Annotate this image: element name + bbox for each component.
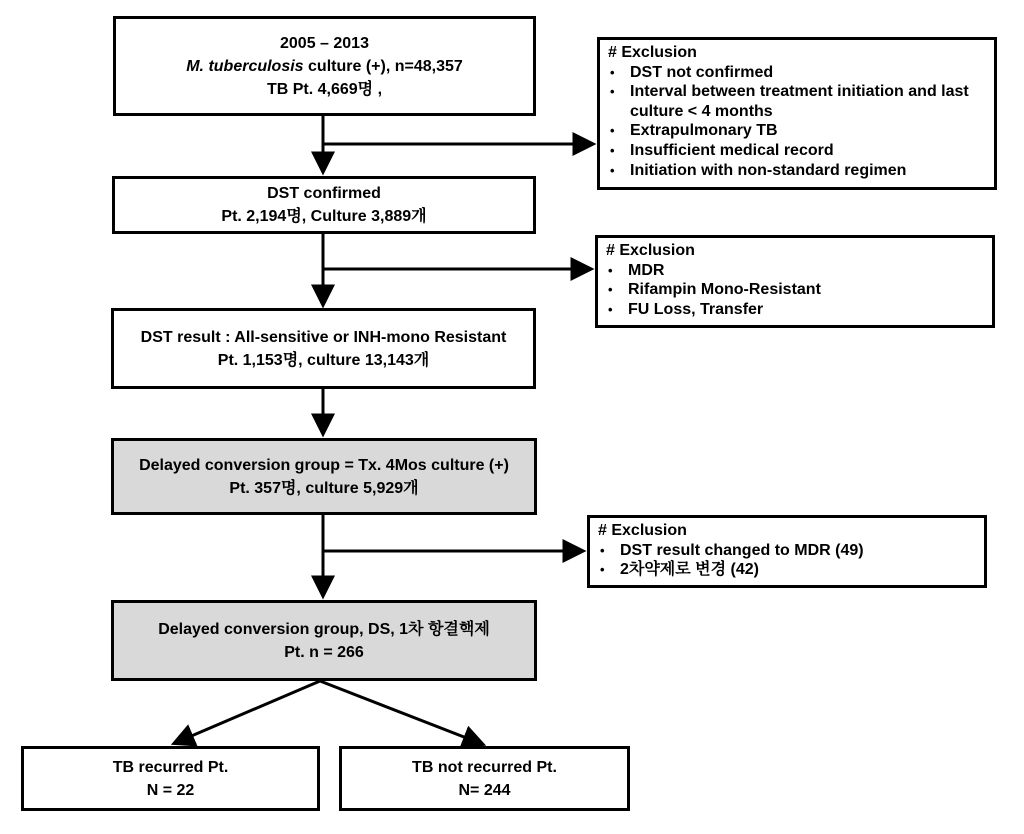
outcome-box-recurred: [21, 746, 320, 811]
exclusion-header: # Exclusion: [608, 44, 697, 61]
exclusion-box-2: [595, 235, 995, 328]
culture-count: culture (+), n=48,357: [303, 57, 463, 75]
exclusion-item: • MDR: [606, 261, 984, 281]
exclusion-box-1: [597, 37, 997, 190]
exclusion-item: • Initiation with non-standard regimen: [608, 161, 986, 181]
outcome-box-not-recurred: [339, 746, 630, 811]
exclusion-list: [606, 261, 984, 320]
exclusion-item: • DST result changed to MDR (49): [598, 541, 976, 561]
box-counts: Pt. 2,194명, Culture 3,889개: [221, 208, 427, 225]
flow-box-dst-confirmed: [112, 176, 536, 234]
box-counts: Pt. 357명, culture 5,929개: [229, 479, 419, 497]
exclusion-header: # Exclusion: [606, 242, 695, 259]
exclusion-list: [608, 63, 986, 181]
flow-box-initial-cohort: [113, 16, 536, 116]
box-title: DST confirmed: [267, 185, 381, 202]
box-title: Delayed conversion group = Tx. 4Mos culture (+): [139, 456, 509, 474]
box-title: DST result : All-sensitive or INH-mono Resistant: [140, 328, 507, 346]
flow-box-dst-result: [111, 308, 536, 389]
exclusion-box-3: [587, 515, 987, 588]
exclusion-item: • Insufficient medical record: [608, 141, 986, 161]
exclusion-header: # Exclusion: [598, 522, 687, 539]
outcome-title: TB not recurred Pt.: [412, 758, 557, 776]
outcome-count: N= 244: [458, 781, 511, 799]
box-counts: Pt. n = 266: [284, 643, 364, 661]
exclusion-item: • Extrapulmonary TB: [608, 121, 986, 141]
outcome-count: N = 22: [146, 781, 195, 799]
box-counts: Pt. 1,153명, culture 13,143개: [217, 351, 430, 369]
exclusion-item: • DST not confirmed: [608, 63, 986, 83]
flow-box-delayed-conversion: [111, 438, 537, 515]
exclusion-list: [598, 541, 976, 580]
exclusion-item: • Rifampin Mono-Resistant: [606, 280, 984, 300]
organism-name: M. tuberculosis: [186, 57, 304, 75]
culture-count-line: [186, 55, 463, 78]
box-title: Delayed conversion group, DS, 1차 항결핵제: [158, 620, 490, 638]
exclusion-item: • FU Loss, Transfer: [606, 300, 984, 320]
arrow-to-recurred: [175, 681, 320, 743]
outcome-title: TB recurred Pt.: [112, 758, 229, 776]
cohort-period: 2005 – 2013: [280, 34, 369, 52]
exclusion-item: • Interval between treatment initiation and last culture < 4 months: [608, 82, 986, 121]
exclusion-item: • 2차약제로 변경 (42): [598, 560, 976, 580]
patient-count: TB Pt. 4,669명 ,: [266, 80, 383, 98]
flow-box-delayed-conversion-ds: [111, 600, 537, 681]
arrow-to-not-recurred: [320, 681, 482, 744]
